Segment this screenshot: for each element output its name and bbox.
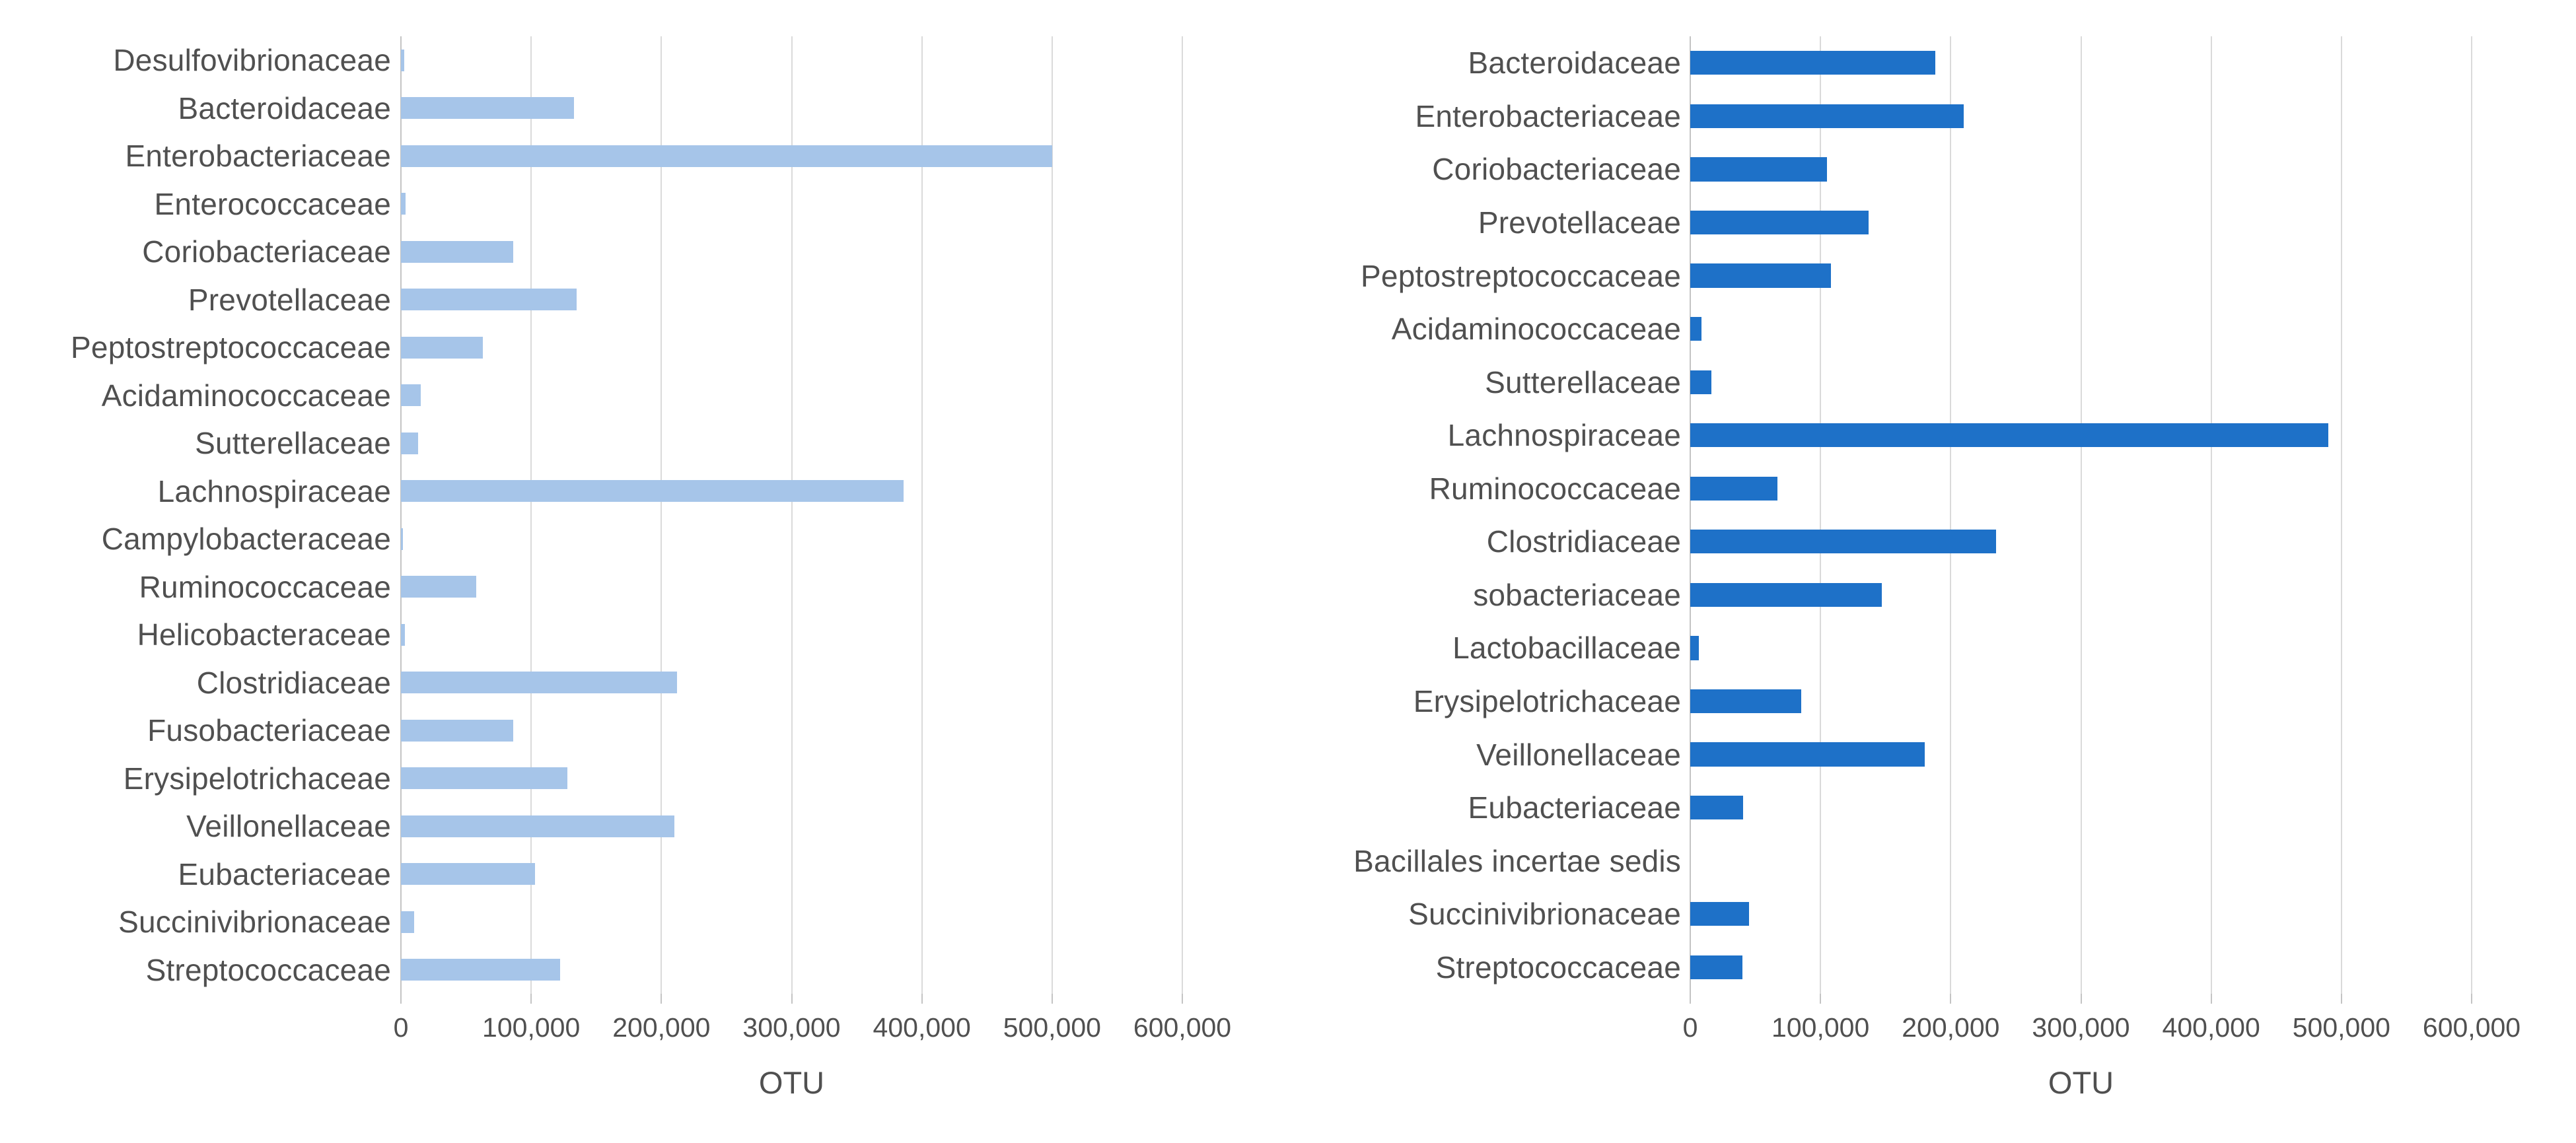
x-tick-label: 400,000 (2162, 1012, 2260, 1043)
category-label: Eubacteriaceae (178, 856, 391, 891)
x-tick-label: 400,000 (873, 1012, 971, 1043)
category-label: Lachnospiraceae (1447, 418, 1681, 453)
bar-row (1690, 621, 2472, 675)
bar-row (1690, 462, 2472, 516)
category-label: Bacteroidaceae (178, 90, 391, 125)
category-label: Erysipelotrichaceae (1413, 684, 1681, 719)
x-tick-label: 300,000 (742, 1012, 841, 1043)
bar-row (1690, 302, 2472, 356)
bar (1690, 689, 1801, 713)
x-tick-label: 200,000 (612, 1012, 711, 1043)
category-label: Fusobacteriaceae (147, 713, 391, 748)
x-tick-mark (2341, 994, 2342, 1004)
category-label: Prevotellaceae (188, 282, 391, 317)
bar-row (1690, 355, 2472, 409)
category-label: Succinivibrionaceae (118, 905, 391, 940)
bar (1690, 530, 1996, 553)
x-tick-label: 200,000 (1902, 1012, 2000, 1043)
x-tick-label: 300,000 (2032, 1012, 2130, 1043)
category-label: Campylobacteraceae (101, 522, 391, 557)
x-axis-title: OTU (2048, 1065, 2114, 1100)
bar-row (1690, 728, 2472, 781)
bar-rows (1690, 36, 2472, 994)
bar-row (1690, 36, 2472, 90)
bar (1690, 423, 2328, 447)
bar-row (1690, 196, 2472, 250)
category-label: Streptococcaceae (145, 952, 391, 987)
x-tick-mark (1690, 994, 1691, 1004)
category-label: Peptostreptococcaceae (1361, 258, 1681, 293)
x-tick-label: 0 (1682, 1012, 1698, 1043)
category-label: Enterobacteriaceae (125, 139, 391, 174)
category-label: Succinivibrionaceae (1408, 897, 1681, 932)
category-label: Streptococcaceae (1435, 950, 1681, 985)
category-label: Sutterellaceae (1485, 364, 1681, 399)
bar-row (1690, 409, 2472, 462)
bar (1690, 317, 1701, 341)
bar (1690, 211, 1869, 234)
category-label: Ruminococcaceae (1429, 471, 1681, 506)
x-tick-mark (1820, 994, 1821, 1004)
category-label: Acidaminococcaceae (101, 378, 391, 413)
x-axis-title: OTU (758, 1065, 825, 1100)
x-tick-label: 500,000 (2292, 1012, 2390, 1043)
category-label: Acidaminococcaceae (1391, 312, 1681, 347)
category-label: Erysipelotrichaceae (123, 761, 391, 796)
category-label: Veillonellaceae (1476, 737, 1681, 772)
plot-area (1690, 36, 2472, 994)
bar (1690, 955, 1742, 979)
x-tick-label: 500,000 (1003, 1012, 1101, 1043)
x-tick-label: 600,000 (1133, 1012, 1232, 1043)
bar (1690, 583, 1882, 607)
x-tick-mark (1950, 994, 1951, 1004)
category-label: Clostridiaceae (196, 665, 391, 700)
bar-row (1690, 515, 2472, 569)
bar-row (1690, 675, 2472, 728)
category-label: Lachnospiraceae (157, 473, 391, 508)
x-tick-label: 100,000 (1771, 1012, 1870, 1043)
category-label: Lactobacillaceae (1452, 631, 1681, 666)
bar (1690, 51, 1935, 75)
category-label: Bacteroidaceae (1468, 46, 1681, 81)
bar-row (1690, 143, 2472, 196)
bar (1690, 157, 1827, 181)
category-label: Coriobacteriaceae (1432, 152, 1681, 187)
category-label: Clostridiaceae (1486, 524, 1681, 559)
bar-row (1690, 569, 2472, 622)
x-tick-mark (2081, 994, 2082, 1004)
bar-row (1690, 781, 2472, 835)
category-label: Prevotellaceae (1478, 205, 1681, 240)
bar (1690, 902, 1749, 926)
bar (1690, 370, 1711, 394)
bar-row (1690, 249, 2472, 302)
bar (1690, 636, 1699, 660)
bar (1690, 263, 1831, 287)
category-label: Enterococcaceae (154, 186, 391, 221)
bar-row (1690, 941, 2472, 994)
category-label: sobacteriaceae (1473, 577, 1681, 612)
x-tick-label: 100,000 (482, 1012, 581, 1043)
category-label: Sutterellaceae (195, 426, 391, 461)
category-label: Helicobacteraceae (137, 617, 391, 652)
x-tick-label: 0 (393, 1012, 409, 1043)
category-label: Coriobacteriaceae (142, 234, 391, 269)
category-label: Eubacteriaceae (1468, 790, 1681, 825)
category-label: Desulfovibrionaceae (113, 43, 391, 78)
category-label: Ruminococcaceae (139, 569, 391, 604)
category-labels (1258, 36, 1681, 994)
x-tick-mark (2211, 994, 2212, 1004)
x-tick-label: 600,000 (2422, 1012, 2521, 1043)
bar-row (1690, 90, 2472, 143)
category-label: Peptostreptococcaceae (71, 330, 391, 365)
category-label: Bacillales incertae sedis (1353, 843, 1681, 878)
bar (1690, 742, 1925, 766)
bar (1690, 104, 1964, 128)
bar-row (1690, 834, 2472, 887)
bar-row (1690, 887, 2472, 941)
x-tick-mark (2471, 994, 2472, 1004)
bar (1690, 477, 1777, 501)
category-label: Veillonellaceae (186, 809, 391, 844)
bar (1690, 796, 1743, 819)
category-label: Enterobacteriaceae (1415, 98, 1681, 133)
